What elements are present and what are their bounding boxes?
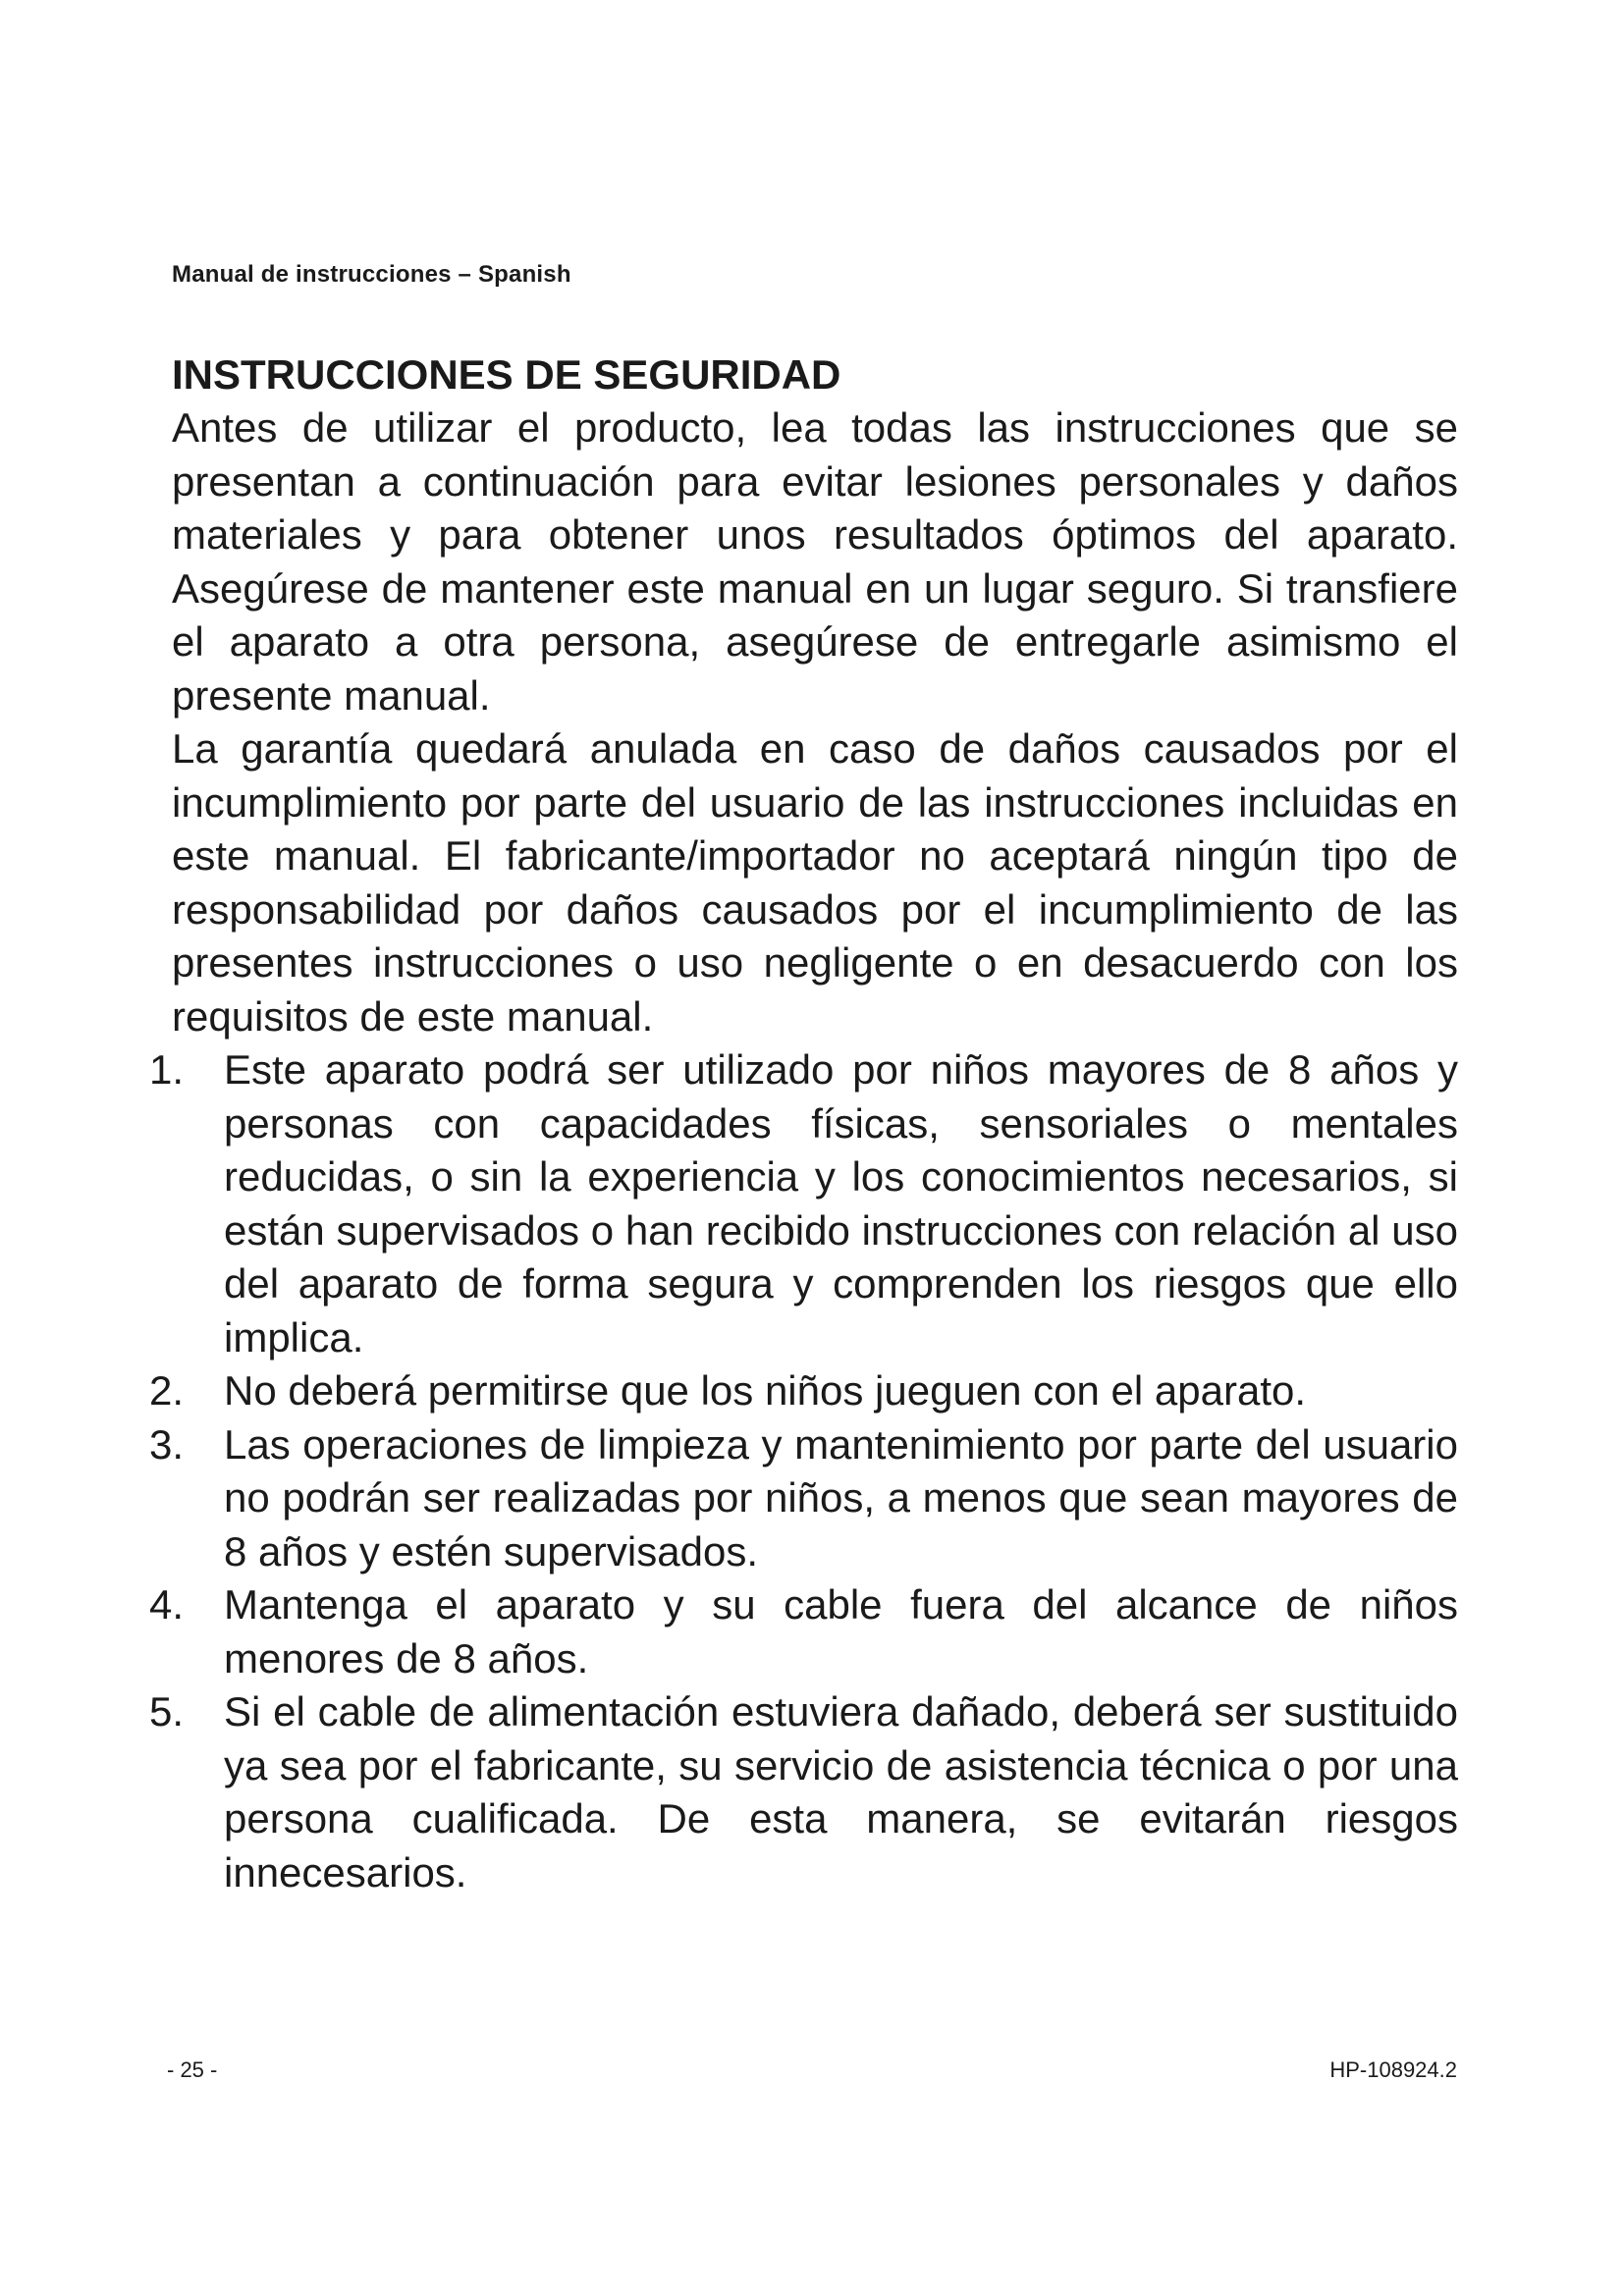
- list-item: [149, 1364, 1458, 1418]
- list-item: [149, 1418, 1458, 1579]
- list-item-text: Este aparato podrá ser utilizado por niños mayores de 8 años y personas con capacidades físicas, sensoriales o mentales reducidas, o sin la experiencia y los conocimientos necesarios, si están supervisados o han recibido instrucciones con relación al uso del aparato de forma segura y comprenden los riesgos que ello implica.: [224, 1046, 1458, 1361]
- list-item-number: 4.: [149, 1581, 185, 1628]
- list-item-number: 1.: [149, 1046, 185, 1093]
- list-item: [149, 1578, 1458, 1685]
- list-item: [149, 1685, 1458, 1899]
- safety-section: [149, 348, 1458, 1899]
- list-item-number: 5.: [149, 1688, 185, 1735]
- list-item-text: Mantenga el aparato y su cable fuera del alcance de niños menores de 8 años.: [224, 1581, 1458, 1682]
- page-header: Manual de instrucciones – Spanish: [172, 261, 571, 288]
- section-title: INSTRUCCIONES DE SEGURIDAD: [172, 351, 841, 398]
- page-number: - 25 -: [167, 2057, 218, 2082]
- list-item-text: No deberá permitirse que los niños jueguen con el aparato.: [224, 1367, 1307, 1414]
- intro-paragraph-2: La garantía quedará anulada en caso de daños causados por el incumplimiento por parte del usuario de las instrucciones incluidas en este manual. El fabricante/importador no aceptará ningún tipo de responsabilidad por daños causados por el incumplimiento de las presentes instrucciones o uso negligente o en desacuerdo con los requisitos de este manual.: [172, 725, 1458, 1040]
- list-item-text: Las operaciones de limpieza y mantenimiento por parte del usuario no podrán ser realizadas por niños, a menos que sean mayores de 8 años y estén supervisados.: [224, 1420, 1458, 1575]
- intro-paragraph-1: Antes de utilizar el producto, lea todas las instrucciones que se presentan a continuación para evitar lesiones personales y daños materiales y para obtener unos resultados óptimos del aparato. Asegúrese de mantener este manual en un lugar seguro. Si transfiere el aparato a otra persona, asegúrese de entregarle asimismo el presente manual.: [172, 404, 1458, 719]
- safety-instructions-list: [149, 1043, 1458, 1899]
- list-item-text: Si el cable de alimentación estuviera dañado, deberá ser sustituido ya sea por el fabricante, su servicio de asistencia técnica o por una persona cualificada. De esta manera, se evitarán riesgos innecesarios.: [224, 1688, 1458, 1896]
- list-item: [149, 1043, 1458, 1364]
- model-code: HP-108924.2: [1329, 2057, 1457, 2082]
- list-item-number: 3.: [149, 1420, 185, 1468]
- list-item-number: 2.: [149, 1367, 185, 1414]
